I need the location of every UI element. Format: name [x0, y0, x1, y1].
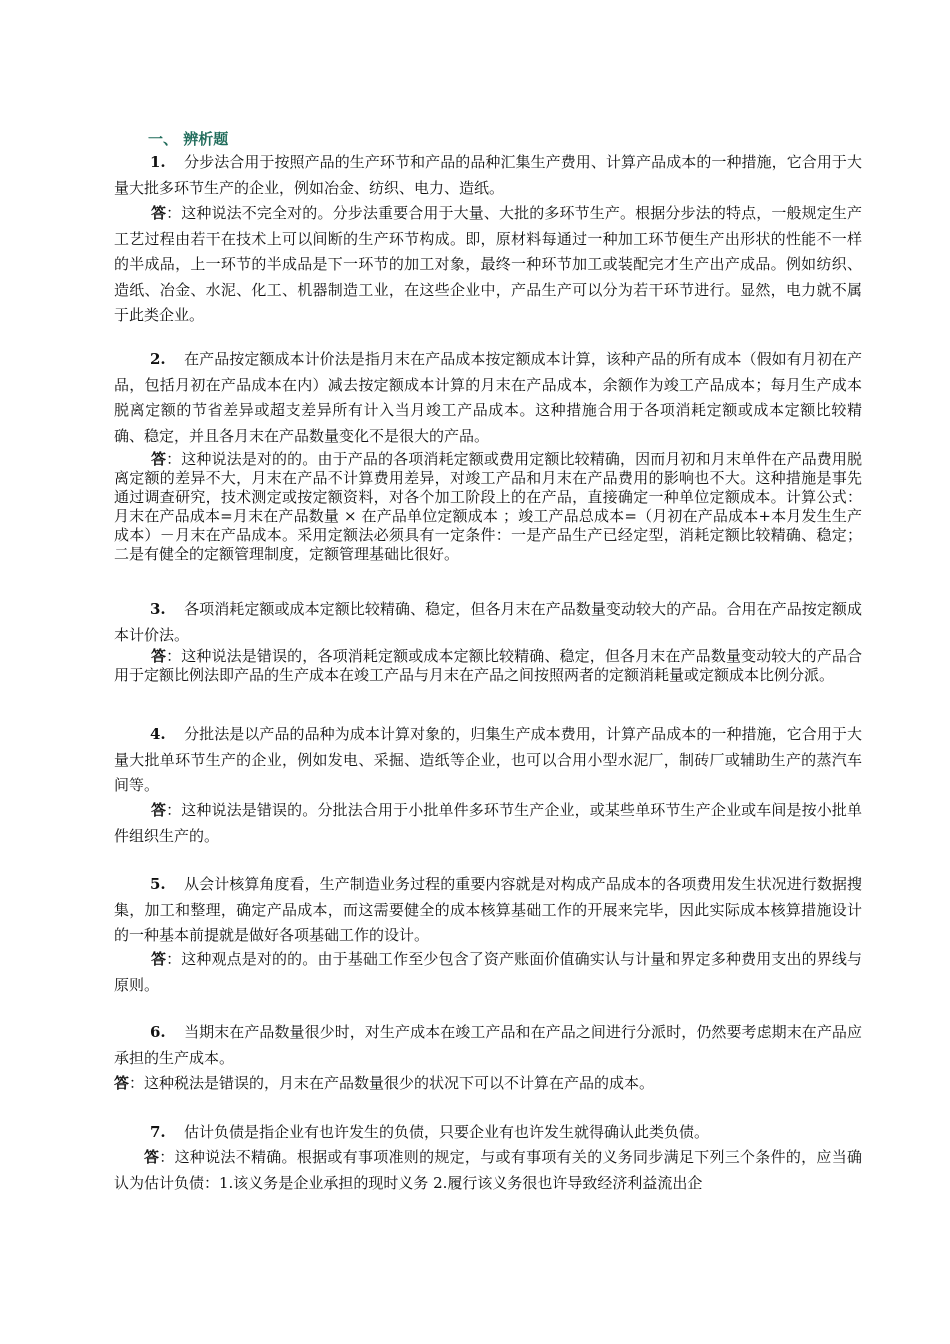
- question-number: 7.: [150, 1123, 166, 1141]
- question-number: 5.: [150, 875, 166, 893]
- question-text: 从会计核算角度看，生产制造业务过程的重要内容就是对构成产品成本的各项费用发生状况进行数据搜集，加工和整理，确定产品成本，而这需要健全的成本核算基础工作的开展来完毕，因此实际成本核算措施设计的一种基本前提就是做好各项基础工作的设计。: [114, 875, 862, 944]
- question-text: 各项消耗定额或成本定额比较精确、稳定，但各月末在产品数量变动较大的产品。合用在产品按定额成本计价法。: [114, 600, 862, 644]
- question-5: [114, 872, 862, 949]
- question-text: 在产品按定额成本计价法是指月末在产品成本按定额成本计算，该种产品的所有成本（假如有月初在产品，包括月初在产品成本在内）减去按定额成本计算的月末在产品成本，余额作为竣工产品成本；每月生产成本脱离定额的节省差异或超支差异所有计入当月竣工产品成本。这种措施合用于各项消耗定额或成本定额比较精确、稳定，并且各月末在产品数量变化不是很大的产品。: [114, 350, 862, 445]
- question-text: 分批法是以产品的品种为成本计算对象的，归集生产成本费用，计算产品成本的一种措施，它合用于大量大批单环节生产的企业，例如发电、采掘、造纸等企业，也可以合用小型水泥厂，制砖厂或辅助生产的蒸汽车间等。: [114, 725, 862, 794]
- question-number: 4.: [150, 725, 166, 743]
- question-text: 估计负债是指企业有也许发生的负债，只要企业有也许发生就得确认此类负债。: [184, 1123, 710, 1141]
- answer-label: 答: [151, 204, 167, 222]
- answer-label: 答: [151, 647, 167, 665]
- answer-7: [114, 1145, 862, 1196]
- answer-text: ：这种说法是对的的。由于产品的各项消耗定额或费用定额比较精确，因而月初和月末单件在产品费用脱离定额的差异不大，月末在产品不计算费用差异，对竣工产品和月末在产品费用的影响也不大。这种措施是事先通过调查研究，技术测定或按定额资料，对各个加工阶段上的在产品，直接确定一种单位定额成本。计算公式：月末在产品成本=月末在产品数量 × 在产品单位定额成本 ；竣工产品总成本=（月初在产品成本+本月发生生产成本）－月末在产品成本。采用定额法必须具有一定条件：一是产品生产已经定型，消耗定额比较精确、稳定；二是有健全的定额管理制度，定额管理基础比很好。: [114, 450, 862, 563]
- answer-label: 答: [114, 1074, 130, 1092]
- answer-label: 答: [151, 450, 167, 468]
- answer-2: [114, 450, 862, 564]
- question-number: 6.: [150, 1023, 166, 1041]
- question-number: 2.: [150, 350, 166, 368]
- answer-label: 答: [151, 801, 167, 819]
- question-7: [114, 1120, 862, 1146]
- answer-4: [114, 798, 862, 849]
- question-6: [114, 1020, 862, 1071]
- answer-text: ：这种说法不精确。根据或有事项准则的规定，与或有事项有关的义务同步满足下列三个条件的，应当确认为估计负债：1.该义务是企业承担的现时义务 2.履行该义务很也许导致经济利益流出企: [114, 1148, 862, 1192]
- question-number: 3.: [150, 600, 166, 618]
- answer-text: ：这种说法是错误的，各项消耗定额或成本定额比较精确、稳定，但各月末在产品数量变动较大的产品合用于定额比例法即产品的生产成本在竣工产品与月末在产品之间按照两者的定额消耗量或定额成本比例分派。: [114, 647, 862, 684]
- answer-3: [114, 647, 862, 685]
- question-number: 1.: [150, 153, 166, 171]
- answer-text: ：这种税法是错误的，月末在产品数量很少的状况下可以不计算在产品的成本。: [129, 1074, 655, 1092]
- question-2: [114, 347, 862, 449]
- answer-label: 答: [144, 1148, 160, 1166]
- answer-label: 答: [151, 950, 167, 968]
- section-heading: 一、 辨析题: [148, 130, 229, 148]
- question-text: 分步法合用于按照产品的生产环节和产品的品种汇集生产费用、计算产品成本的一种措施，它合用于大量大批多环节生产的企业，例如冶金、纺织、电力、造纸。: [114, 153, 862, 197]
- answer-text: ：这种说法是错误的。分批法合用于小批单件多环节生产企业，或某些单环节生产企业或车间是按小批单件组织生产的。: [114, 801, 862, 845]
- answer-5: [114, 947, 862, 998]
- question-text: 当期末在产品数量很少时，对生产成本在竣工产品和在产品之间进行分派时，仍然要考虑期末在产品应承担的生产成本。: [114, 1023, 862, 1067]
- answer-1: [114, 201, 862, 329]
- answer-text: ：这种说法不完全对的。分步法重要合用于大量、大批的多环节生产。根据分步法的特点，一般规定生产工艺过程由若干在技术上可以间断的生产环节构成。即，原材料每通过一种加工环节便生产出形状的性能不一样的半成品，上一环节的半成品是下一环节的加工对象，最终一种环节加工或装配完才生产出产成品。例如纺织、造纸、冶金、水泥、化工、机器制造工业，在这些企业中，产品生产可以分为若干环节进行。显然，电力就不属于此类企业。: [114, 204, 862, 324]
- question-1: [114, 150, 862, 201]
- question-4: [114, 722, 862, 799]
- question-3: [114, 597, 862, 648]
- answer-6: [114, 1071, 862, 1097]
- answer-text: ：这种观点是对的的。由于基础工作至少包含了资产账面价值确实认与计量和界定多种费用支出的界线与原则。: [114, 950, 862, 994]
